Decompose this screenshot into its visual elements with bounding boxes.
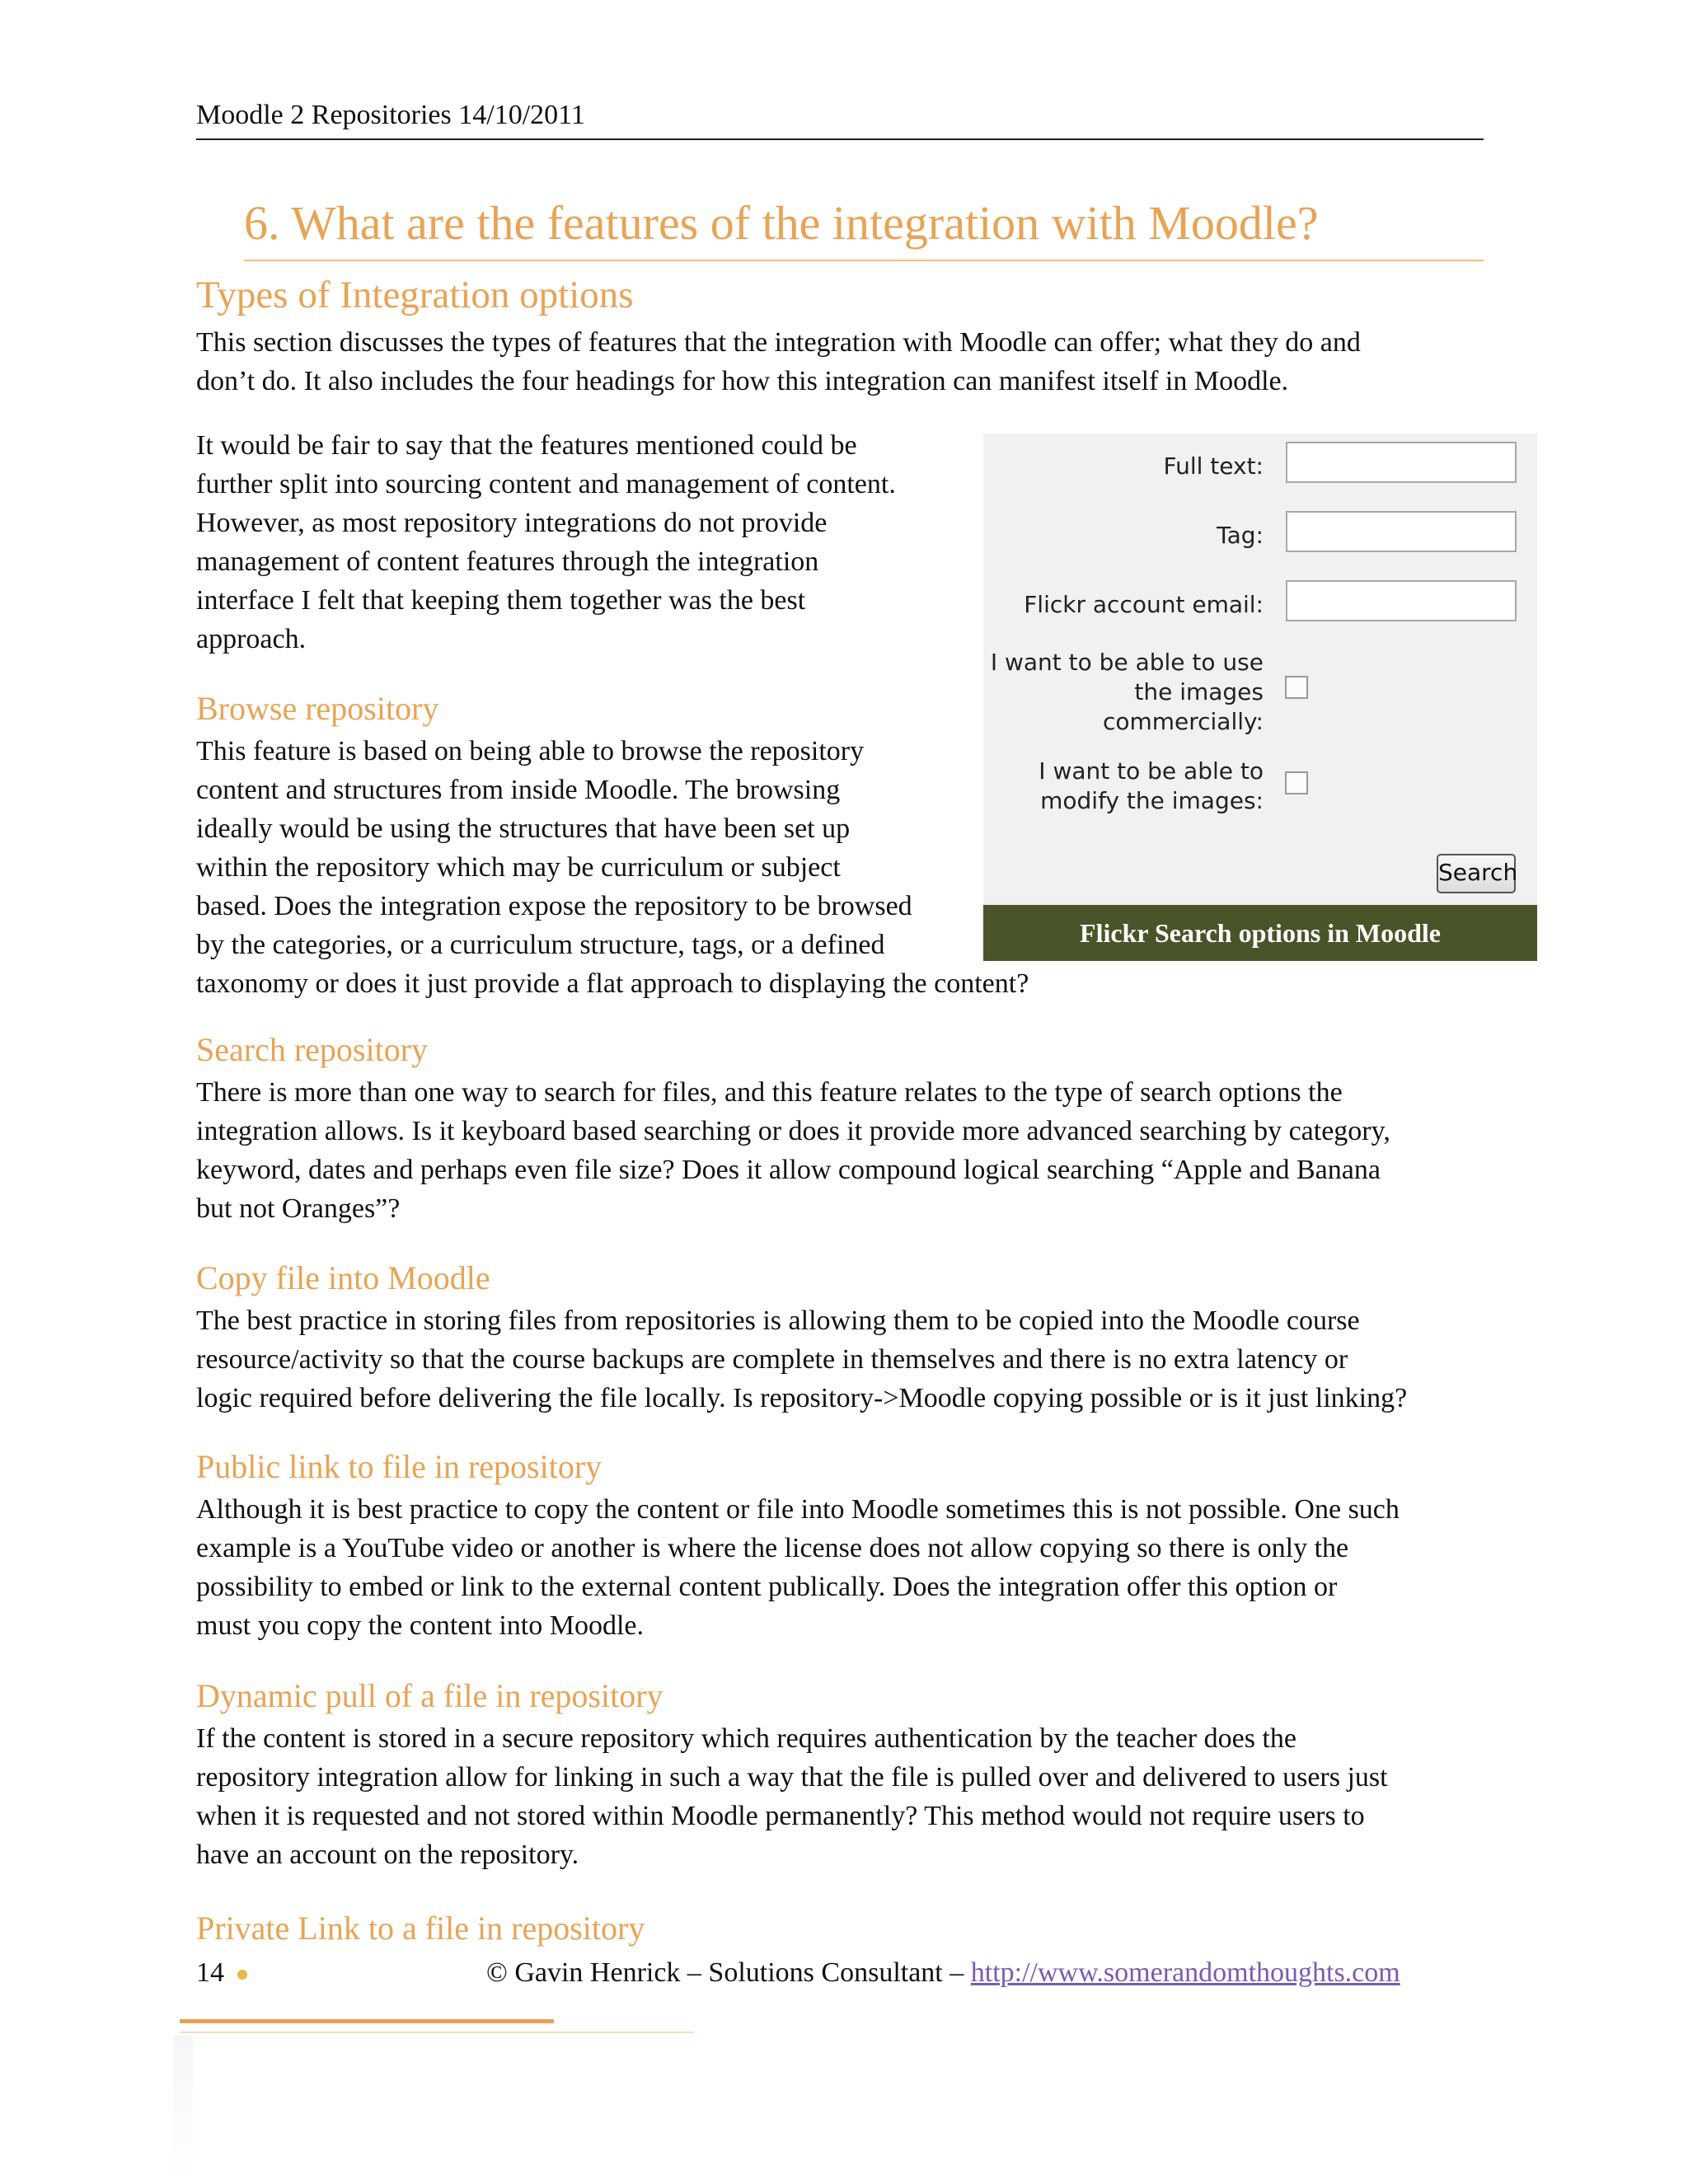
text-line: integration allows. Is it keyboard based searching or does it provide more advanced searching by category, xyxy=(196,1116,1390,1146)
text-line: interface I felt that keeping them together was the best xyxy=(196,585,806,616)
text-line: possibility to embed or link to the external content publically. Does the integration offer this option or xyxy=(196,1572,1338,1602)
page-number-text: 14 xyxy=(196,1957,224,1988)
section-heading-types: Types of Integration options xyxy=(196,274,634,316)
commercial-use-label xyxy=(983,648,1264,737)
label-line: modify the images: xyxy=(1040,787,1264,814)
text-line: logic required before delivering the file locally. Is repository->Moodle copying possible or is it just linking? xyxy=(196,1383,1408,1413)
full-text-input[interactable] xyxy=(1286,442,1517,483)
full-text-label: Full text: xyxy=(1163,452,1264,480)
footer-rule xyxy=(180,2019,554,2023)
section-types-paragraph xyxy=(196,323,1515,401)
text-line: but not Oranges”? xyxy=(196,1193,401,1224)
flickr-search-figure xyxy=(983,434,1537,961)
text-line: example is a YouTube video or another is where the license does not allow copying so there is only the xyxy=(196,1533,1349,1563)
flickr-email-label: Flickr account email: xyxy=(1024,591,1264,618)
footer-link[interactable]: http://www.somerandomthoughts.com xyxy=(970,1957,1400,1988)
section-types-paragraph-2 xyxy=(196,426,963,658)
flickr-email-input[interactable] xyxy=(1286,580,1517,621)
section-public-link-paragraph xyxy=(196,1490,1515,1645)
text-line: It would be fair to say that the features mentioned could be xyxy=(196,430,857,461)
text-line: ideally would be using the structures that have been set up xyxy=(196,813,851,844)
text-line: when it is requested and not stored within Moodle permanently? This method would not require users to xyxy=(196,1801,1365,1831)
modify-images-label xyxy=(983,757,1264,816)
text-line: If the content is stored in a secure repository which requires authentication by the teacher does the xyxy=(196,1723,1296,1754)
text-line: This feature is based on being able to browse the repository xyxy=(196,736,865,766)
page-number xyxy=(196,1955,247,1991)
section-heading-search: Search repository xyxy=(196,1031,429,1068)
label-line: the images xyxy=(1134,678,1264,705)
section-copy-paragraph xyxy=(196,1301,1515,1418)
text-line: don’t do. It also includes the four headings for how this integration can manifest itself in Moodle. xyxy=(196,366,1289,396)
text-line: content and structures from inside Moodle. The browsing xyxy=(196,775,841,805)
running-header: Moodle 2 Repositories 14/10/2011 xyxy=(196,97,1484,140)
section-heading-private-link: Private Link to a file in repository xyxy=(196,1910,645,1947)
flickr-search-panel xyxy=(983,434,1537,905)
text-line: repository integration allow for linking in such a way that the file is pulled over and delivered to users just xyxy=(196,1762,1388,1793)
section-heading-dynamic-pull: Dynamic pull of a file in repository xyxy=(196,1677,663,1714)
text-line: management of content features through the integration xyxy=(196,546,819,577)
text-line: keyword, dates and perhaps even file size? Does it allow compound logical searching “Apple and Banana xyxy=(196,1155,1381,1185)
commercial-use-checkbox[interactable] xyxy=(1285,676,1308,699)
text-line: approach. xyxy=(196,624,307,654)
label-line: I want to be able to xyxy=(1039,757,1264,785)
tag-input[interactable] xyxy=(1286,511,1517,552)
text-line: further split into sourcing content and management of content. xyxy=(196,469,896,499)
text-line: There is more than one way to search for files, and this feature relates to the type of search options the xyxy=(196,1077,1343,1108)
footer-rule-thin xyxy=(180,2032,694,2033)
text-line: Although it is best practice to copy the content or file into Moodle sometimes this is not possible. One such xyxy=(196,1494,1400,1525)
text-line: However, as most repository integrations do not provide xyxy=(196,508,828,538)
page-shadow xyxy=(173,2036,193,2184)
section-heading-browse: Browse repository xyxy=(196,690,439,727)
section-heading-public-link: Public link to file in repository xyxy=(196,1448,603,1485)
copyright-text: © Gavin Henrick – Solutions Consultant – xyxy=(486,1957,971,1988)
text-line: resource/activity so that the course backups are complete in themselves and there is no extra latency or xyxy=(196,1344,1348,1375)
label-line: commercially: xyxy=(1102,708,1264,735)
text-line: This section discusses the types of features that the integration with Moodle can offer; what they do and xyxy=(196,327,1361,358)
text-line: within the repository which may be curriculum or subject xyxy=(196,852,841,883)
bullet-dot-icon xyxy=(237,1970,247,1980)
text-line: have an account on the repository. xyxy=(196,1840,579,1870)
label-line: I want to be able to use xyxy=(990,649,1264,676)
chapter-title: 6. What are the features of the integration with Moodle? xyxy=(244,194,1484,261)
footer-copyright xyxy=(486,1955,1400,1991)
text-line: The best practice in storing files from repositories is allowing them to be copied into the Moodle course xyxy=(196,1305,1360,1336)
section-dynamic-pull-paragraph xyxy=(196,1719,1515,1874)
tag-label: Tag: xyxy=(1217,522,1264,549)
text-line: taxonomy or does it just provide a flat approach to displaying the content? xyxy=(196,968,1029,999)
section-heading-copy: Copy file into Moodle xyxy=(196,1259,490,1296)
text-line: must you copy the content into Moodle. xyxy=(196,1610,644,1641)
search-button[interactable]: Search xyxy=(1437,854,1516,893)
figure-caption: Flickr Search options in Moodle xyxy=(983,905,1537,961)
section-search-paragraph xyxy=(196,1073,1515,1228)
text-line: by the categories, or a curriculum structure, tags, or a defined xyxy=(196,930,885,960)
text-line: based. Does the integration expose the repository to be browsed xyxy=(196,891,912,921)
modify-images-checkbox[interactable] xyxy=(1285,771,1308,794)
